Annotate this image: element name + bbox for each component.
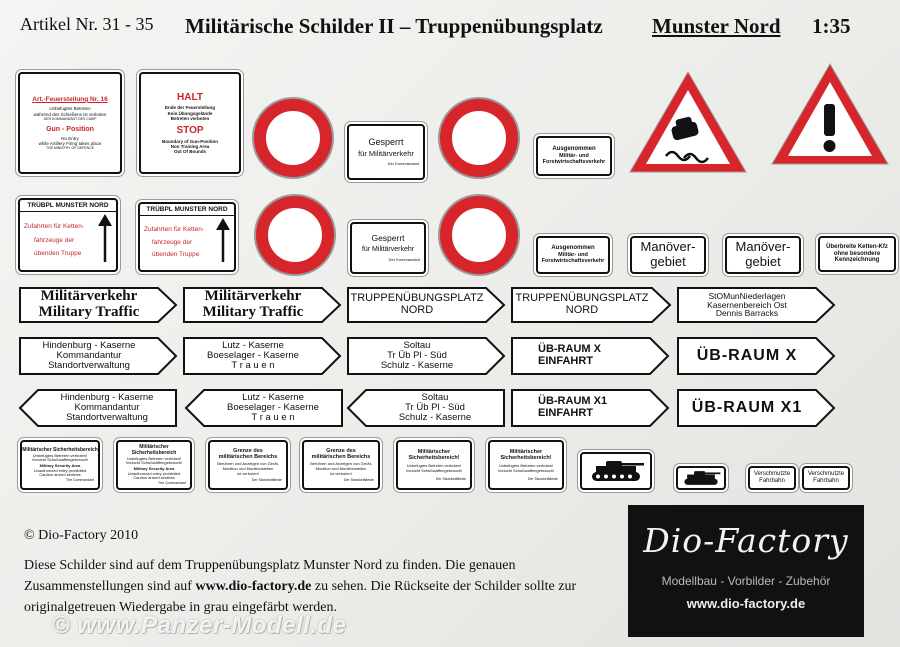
sicherheit-eng: Unauthorized entry prohibited: [33, 467, 87, 473]
sign-manoevergebiet: [630, 236, 706, 274]
logo-tagline: Modellbau - Vorbilder - Zubehör: [661, 574, 831, 588]
hindenburg-line3: Standortverwaltung: [48, 359, 130, 371]
logo-name: Dio-Factory: [643, 521, 849, 560]
sheet-title-location: Munster Nord: [652, 14, 781, 38]
verschmutzte-line1: Verschmutzte: [753, 471, 791, 478]
gesperrt-line2: für Militärverkehr: [358, 148, 414, 158]
hindenburg-line1: Hindenburg - Kaserne: [42, 340, 136, 352]
sicherheit-eng: Military Security Area: [133, 465, 175, 471]
slippery-road-warning-sign: [626, 68, 750, 178]
sign-sicherheitsbereich2: [488, 440, 564, 490]
no-entry-circle-sign: [440, 99, 518, 177]
manoever-line1: Manöver-: [640, 239, 696, 255]
halt-line: Kein Übungsgelände: [167, 110, 213, 116]
sign-tank-crossing: [676, 466, 726, 490]
ueberbreite-line2: ohne besondere: [833, 250, 881, 257]
dio-factory-logo: [628, 505, 864, 637]
truebpl-title: TRÜBPL MUNSTER NORD: [20, 200, 116, 212]
logo-url: www.dio-factory.de: [686, 596, 806, 611]
sicherheit-title: Militärischer Sicherheitsbereich: [131, 444, 177, 456]
soltau-line2: Tr Üb Pl - Süd: [387, 350, 447, 362]
no-entry-circle-sign: [256, 196, 334, 274]
feuerstellung-line: Unbefugtes Betreten: [49, 106, 91, 112]
military-traffic-line1: Militärverkehr: [40, 288, 138, 305]
ueb-x-line2: EINFAHRT: [538, 355, 593, 367]
verschmutzte-line1: Verschmutzte: [807, 471, 845, 478]
grenze-sign: Der Standortälteste: [251, 478, 282, 483]
description-text: [24, 555, 584, 618]
sicherheit2-title: Militärischer Sicherheitsbereich!: [408, 448, 460, 461]
sicherheit-line: Vorsicht Schußwaffengebrauch!: [125, 460, 183, 466]
description-url: www.dio-factory.de: [195, 579, 312, 594]
feuerstellung-line2: No Entry: [61, 135, 79, 141]
sicherheit2-sign: Der Standortälteste: [435, 477, 466, 482]
lutz-line3: T r a u e n: [251, 411, 295, 423]
truebpl-line: Zufahrten für Ketten-: [24, 223, 84, 231]
gesperrt-line3: Der Kommandant: [387, 161, 419, 167]
ueb-x1-line1: ÜB-RAUM X1: [538, 395, 608, 408]
sicherheit-sign: The Commandant: [157, 480, 186, 485]
description-part1: Diese Schilder sind auf dem Truppenübungsplatz Munster Nord zu finden. Die genauen Zusammenstellungen sind auf: [24, 558, 516, 594]
sign-gesperrt: [350, 222, 426, 274]
ueb-x1-big-label: ÜB-RAUM X1: [691, 398, 803, 416]
grenze-line: Berühren und Anzeigen von Gerät,: [310, 461, 372, 467]
tuepl-line2: NORD: [400, 304, 434, 316]
sign-truebpl: [18, 198, 118, 272]
truebpl-title: TRÜBPL MUNSTER NORD: [140, 204, 234, 216]
watermark: © www.Panzer-Modell.de: [52, 612, 347, 639]
scale-label: 1:35: [812, 14, 851, 38]
arrow-sign-hindenburg: [18, 336, 178, 376]
halt-line2: Non Training Area: [170, 143, 210, 149]
sign-sicherheitsbereich: [20, 440, 100, 490]
ausgenommen-line3: Forstwirtschaftsverkehr: [541, 258, 605, 265]
military-traffic-line2: Military Traffic: [38, 304, 140, 320]
arrow-sign-military-traffic: [18, 286, 178, 324]
sign-gesperrt: [347, 124, 425, 180]
no-entry-circle-sign: [254, 99, 332, 177]
feuerstellung-line2: while Artillery Firing takes place: [38, 140, 102, 146]
sign-grenze: [208, 440, 288, 490]
truebpl-line: fahrzeuge der: [34, 236, 75, 244]
arrow-sign-stomun: [676, 286, 836, 324]
ausgenommen-line1: Ausgenommen: [551, 245, 595, 252]
truebpl-line: übenden Truppe: [152, 251, 200, 259]
sicherheit2-line: Vorsicht Schußwaffengebrauch!: [405, 467, 463, 473]
sign-halt: [139, 72, 241, 174]
arrow-sign-tuepl-nord: [346, 286, 506, 324]
description-part2: zu sehen. Die Rückseite der Schilder sollte zur originalgetreuen Wiedergabe in grau eingefärbt werden.: [24, 579, 577, 615]
stomun-line1: StOMunNiederlagen: [708, 290, 786, 301]
soltau-line2: Tr Üb Pl - Süd: [405, 402, 465, 414]
sign-ausgenommen: [536, 136, 612, 176]
sicherheit-title: Militärischer Sicherheitsbereich: [22, 447, 98, 454]
lutz-line1: Lutz - Kaserne: [242, 392, 304, 404]
halt-red2: STOP: [176, 125, 204, 136]
hindenburg-line3: Standortverwaltung: [66, 411, 148, 423]
ausgenommen-line3: Forstwirtschaftsverkehr: [542, 159, 606, 166]
arrow-sign-lutz-left: [184, 388, 344, 428]
hindenburg-line2: Kommandantur: [56, 350, 122, 362]
ueb-x-big-label: ÜB-RAUM X: [696, 346, 798, 364]
hindenburg-line2: Kommandantur: [74, 402, 140, 414]
soltau-line3: Schulz - Kaserne: [398, 411, 472, 423]
sicherheit2-line: Vorsicht Schußwaffengebrauch!: [497, 467, 555, 473]
halt-line2: Boundary of Gun-Position: [162, 138, 218, 144]
lutz-line3: T r a u e n: [231, 359, 275, 371]
ueberbreite-line3: Kennzeichnung: [834, 257, 880, 264]
sign-grenze: [302, 440, 380, 490]
ueb-x1-line2: EINFAHRT: [538, 407, 593, 419]
soltau-line1: Soltau: [421, 392, 449, 404]
feuerstellung-red2: Gun - Position: [46, 125, 94, 133]
truebpl-line: übenden Truppe: [34, 250, 82, 258]
military-traffic-line1: Militärverkehr: [204, 288, 302, 305]
sicherheit2-line: Unbefugtes Betreten verboten!: [406, 463, 462, 469]
arrow-sign-lutz: [182, 336, 342, 376]
halt-line: Betreten verboten: [170, 115, 210, 121]
arrow-sign-tuepl-nord: [510, 286, 672, 324]
military-traffic-line2: Military Traffic: [202, 304, 304, 320]
sicherheit2-title: Militärischer Sicherheitsbereich!: [500, 448, 552, 461]
stomun-line2: Kasernenbereich Ost: [707, 299, 787, 310]
sign-sicherheitsbereich2: [396, 440, 472, 490]
truebpl-line: fahrzeuge der: [152, 238, 193, 246]
sheet-title: Militärische Schilder II – Truppenübungsplatz: [185, 14, 603, 38]
manoever-line1: Manöver-: [735, 239, 791, 255]
sign-ausgenommen: [536, 236, 610, 274]
sicherheit-line: Unbefugtes Betreten verboten!: [32, 452, 88, 458]
arrow-sign-ueb-raum-x-large: [676, 336, 836, 376]
feuerstellung-line: während des Schießens ist verboten: [33, 111, 107, 117]
stomun-line3: Dennis Barracks: [715, 308, 779, 319]
soltau-line3: Schulz - Kaserne: [380, 359, 454, 371]
verschmutzte-line2: Fahrbahn: [759, 478, 785, 484]
sign-tank-crossing: [580, 452, 652, 490]
sicherheit-eng: Caution armed sentries: [133, 475, 175, 481]
ueberbreite-line1: Überbreite Ketten-Kfz: [826, 243, 888, 250]
lutz-line2: Boeselager - Kaserne: [207, 350, 299, 362]
arrow-sign-ueb-raum-x1-large: [676, 388, 836, 428]
copyright-notice: © Dio-Factory 2010: [24, 528, 139, 543]
grenze-line: Munition und Munitionsteilen: [315, 466, 367, 471]
tank-icon: [586, 458, 646, 484]
sicherheit-eng: Unauthorized entry prohibited: [127, 470, 181, 476]
arrow-up-icon: [94, 212, 116, 266]
arrow-sign-soltau-left: [346, 388, 506, 428]
feuerstellung-line2: THE MINISTRY OF DEFENCE: [45, 146, 95, 151]
manoever-line2: gebiet: [745, 254, 781, 269]
sign-verschmutzte-fahrbahn: [748, 466, 796, 490]
gesperrt-line1: Gesperrt: [371, 232, 405, 243]
feuerstellung-title: Art.-Feuerstellung Nr. 16: [32, 95, 108, 103]
arrow-sign-ueb-raum-x: [510, 336, 670, 376]
grenze-title: Grenze des militärischen Bereichs: [311, 447, 371, 461]
sign-manoevergebiet: [725, 236, 801, 274]
ausgenommen-line2: Militär- und: [559, 153, 589, 160]
arrow-sign-hindenburg-left: [18, 388, 178, 428]
danger-warning-sign: [768, 60, 892, 170]
hindenburg-line1: Hindenburg - Kaserne: [60, 392, 154, 404]
sign-sicherheitsbereich: [116, 440, 192, 490]
halt-line: Ende der Feuerstellung: [164, 105, 215, 111]
lutz-line2: Boeselager - Kaserne: [227, 402, 319, 414]
gesperrt-line3: Der Kommandant: [388, 256, 420, 262]
article-number: Artikel Nr. 31 - 35: [20, 14, 154, 34]
halt-title: HALT: [177, 91, 203, 103]
ausgenommen-line1: Ausgenommen: [552, 146, 596, 153]
tank-icon: [680, 469, 722, 487]
arrow-sign-military-traffic: [182, 286, 342, 324]
sicherheit-line: Unbefugtes Betreten verboten!: [126, 455, 182, 461]
halt-line2: Out Of Bounds: [174, 148, 206, 154]
truebpl-line: Zufahrten für Ketten-: [144, 226, 204, 234]
sicherheit2-line: Unbefugtes Betreten verboten!: [498, 463, 554, 469]
feuerstellung-line: DER KOMMANDANT DES CAMP: [43, 116, 97, 121]
tuepl-line2: NORD: [565, 304, 599, 316]
grenze-line: ist verboten!: [330, 470, 352, 476]
arrow-up-icon: [212, 216, 234, 266]
gesperrt-line1: Gesperrt: [368, 137, 404, 148]
sicherheit-eng: Caution armed sentries: [39, 472, 81, 478]
sign-feuerstellung: [18, 72, 122, 174]
no-entry-circle-sign: [440, 196, 518, 274]
manoever-line2: gebiet: [650, 254, 686, 269]
grenze-line: Munition und Munitionsteilen: [222, 466, 274, 471]
sign-verschmutzte-fahrbahn: [802, 466, 850, 490]
ueb-x-line1: ÜB-RAUM X: [538, 343, 601, 356]
sicherheit2-sign: Der Standortälteste: [527, 477, 558, 482]
gesperrt-line2: für Militärverkehr: [361, 245, 415, 253]
arrow-sign-soltau: [346, 336, 506, 376]
lutz-line1: Lutz - Kaserne: [222, 340, 284, 352]
ausgenommen-line2: Militär- und: [558, 252, 588, 259]
arrow-sign-ueb-raum-x1: [510, 388, 670, 428]
sicherheit-line: Vorsicht Schußwaffengebrauch!: [31, 457, 89, 463]
sign-ueberbreite: [818, 236, 896, 272]
grenze-line: Berühren und Anzeigen von Gerät,: [217, 461, 279, 467]
grenze-line: ist verboten!: [237, 470, 259, 476]
tuepl-line1: TRUPPENÜBUNGSPLATZ: [515, 292, 649, 305]
verschmutzte-line2: Fahrbahn: [813, 478, 839, 484]
grenze-sign: Der Standortälteste: [343, 478, 374, 483]
soltau-line1: Soltau: [403, 340, 431, 352]
sign-truebpl: [138, 202, 236, 272]
tuepl-line1: TRUPPENÜBUNGSPLATZ: [350, 292, 484, 305]
grenze-title: Grenze des militärischen Bereichs: [218, 447, 278, 461]
sicherheit-eng: Military Security Area: [39, 463, 81, 469]
sicherheit-sign: The Commandant: [65, 477, 94, 482]
